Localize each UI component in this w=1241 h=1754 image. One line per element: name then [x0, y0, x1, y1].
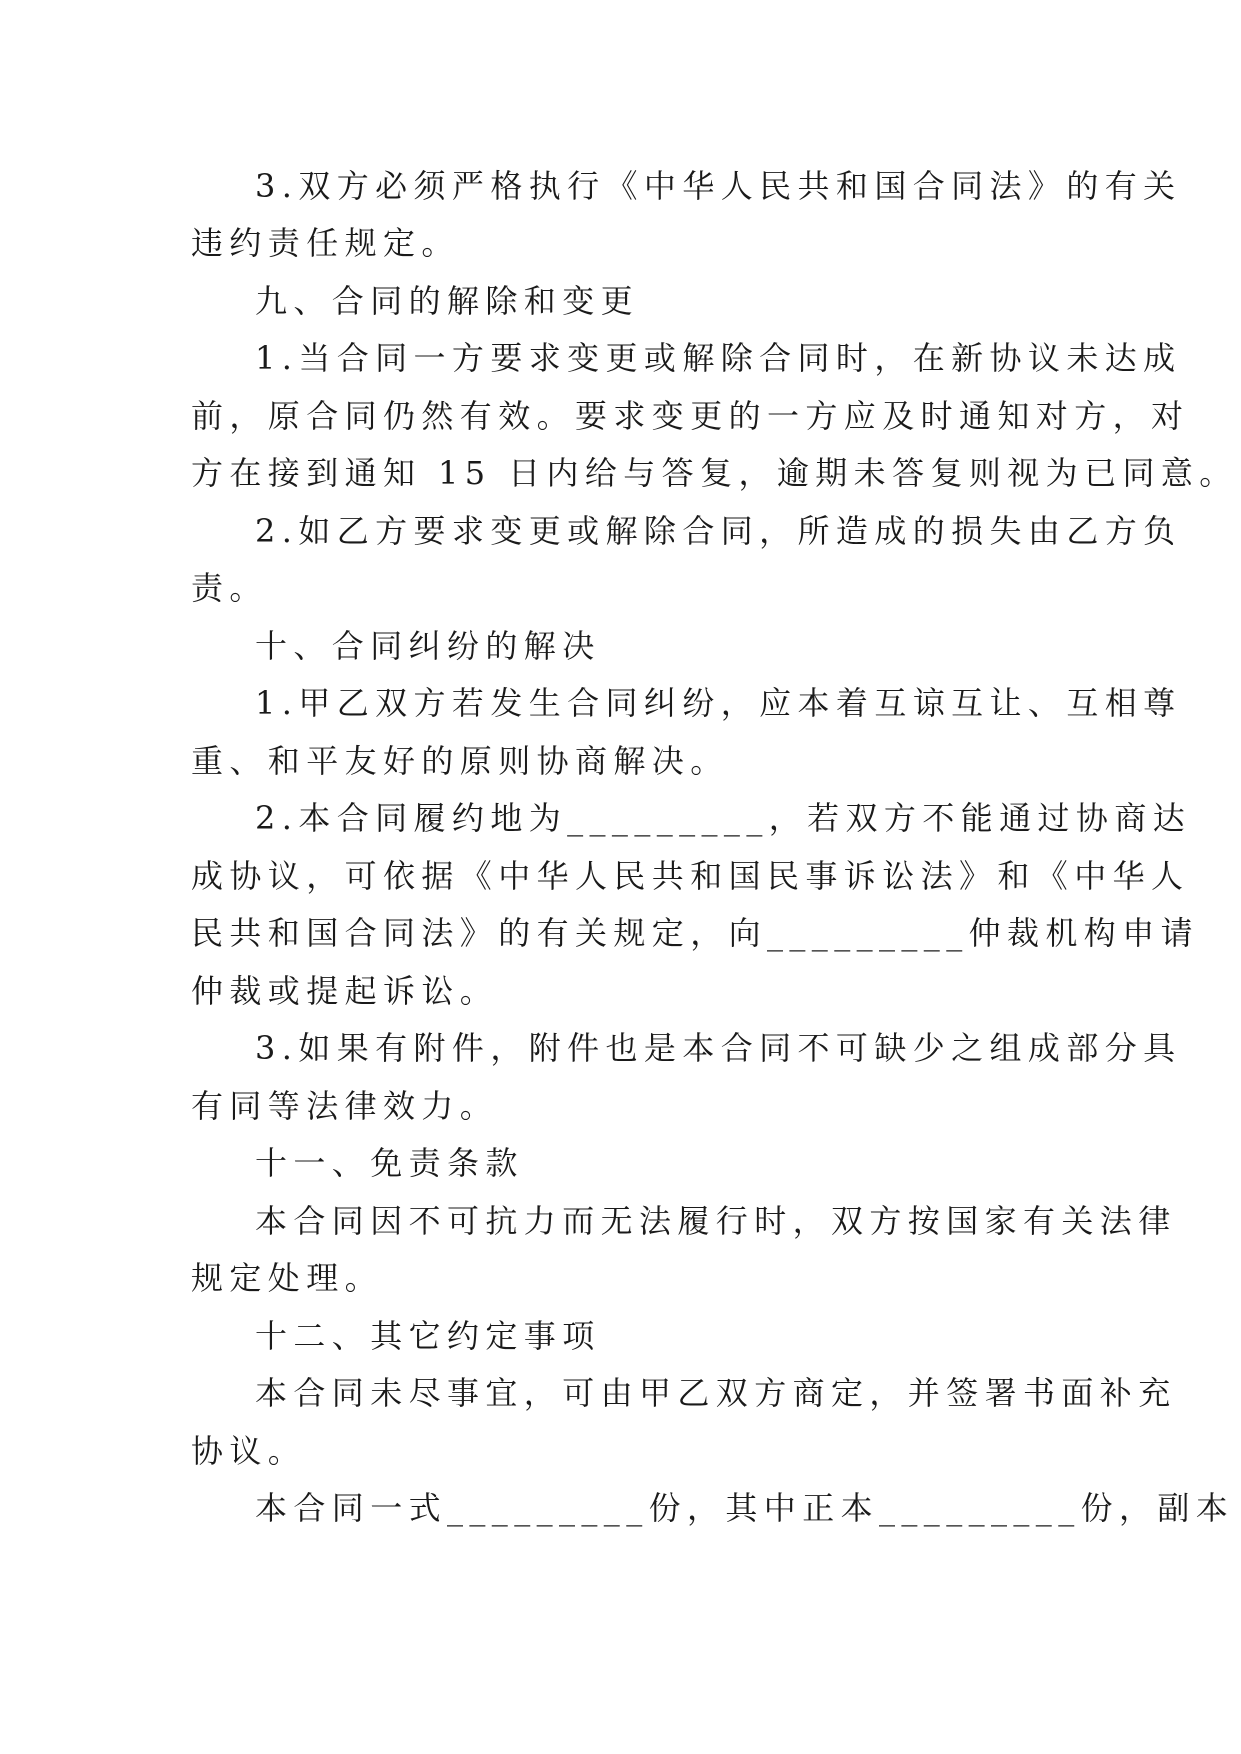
section-12-text-line-2: 协议。: [191, 1432, 307, 1470]
section-12-text-line-1: 本合同未尽事宜，可由甲乙双方商定，并签署书面补充: [255, 1374, 1177, 1412]
section-10-heading: 十、合同纠纷的解决: [255, 627, 601, 665]
clause-10-3-line-2: 有同等法律效力。: [191, 1087, 499, 1125]
clause-10-2-line-3: 民共和国合同法》的有关规定，向_________仲裁机构申请: [191, 914, 1200, 952]
clause-10-1-line-2: 重、和平友好的原则协商解决。: [191, 742, 729, 780]
section-11-text-line-2: 规定处理。: [191, 1259, 384, 1297]
clause-9-1-line-1: 1.当合同一方要求变更或解除合同时，在新协议未达成: [255, 339, 1182, 377]
section-12-heading: 十二、其它约定事项: [255, 1317, 601, 1355]
clause-9-2-line-2: 责。: [191, 569, 268, 607]
clause-10-3-line-1: 3.如果有附件，附件也是本合同不可缺少之组成部分具: [255, 1029, 1182, 1067]
section-9-heading: 九、合同的解除和变更: [255, 282, 640, 320]
section-11-heading: 十一、免责条款: [255, 1144, 524, 1182]
clause-10-1-line-1: 1.甲乙双方若发生合同纠纷，应本着互谅互让、互相尊: [255, 684, 1182, 722]
clause-8-3-line-2: 违约责任规定。: [191, 224, 460, 262]
clause-10-2-line-1: 2.本合同履约地为_________，若双方不能通过协商达: [255, 799, 1192, 837]
clause-9-1-line-3: 方在接到通知 15 日内给与答复，逾期未答复则视为已同意。: [191, 454, 1238, 492]
clause-10-2-line-2: 成协议，可依据《中华人民共和国民事诉讼法》和《中华人: [191, 857, 1190, 895]
section-11-text-line-1: 本合同因不可抗力而无法履行时，双方按国家有关法律: [255, 1202, 1177, 1240]
clause-8-3-line-1: 3.双方必须严格执行《中华人民共和国合同法》的有关: [255, 167, 1182, 205]
clause-10-2-line-4: 仲裁或提起诉讼。: [191, 972, 499, 1010]
copies-clause-line-1: 本合同一式_________份，其中正本_________份，副本: [255, 1489, 1235, 1527]
clause-9-1-line-2: 前，原合同仍然有效。要求变更的一方应及时通知对方，对: [191, 397, 1190, 435]
clause-9-2-line-1: 2.如乙方要求变更或解除合同，所造成的损失由乙方负: [255, 512, 1182, 550]
